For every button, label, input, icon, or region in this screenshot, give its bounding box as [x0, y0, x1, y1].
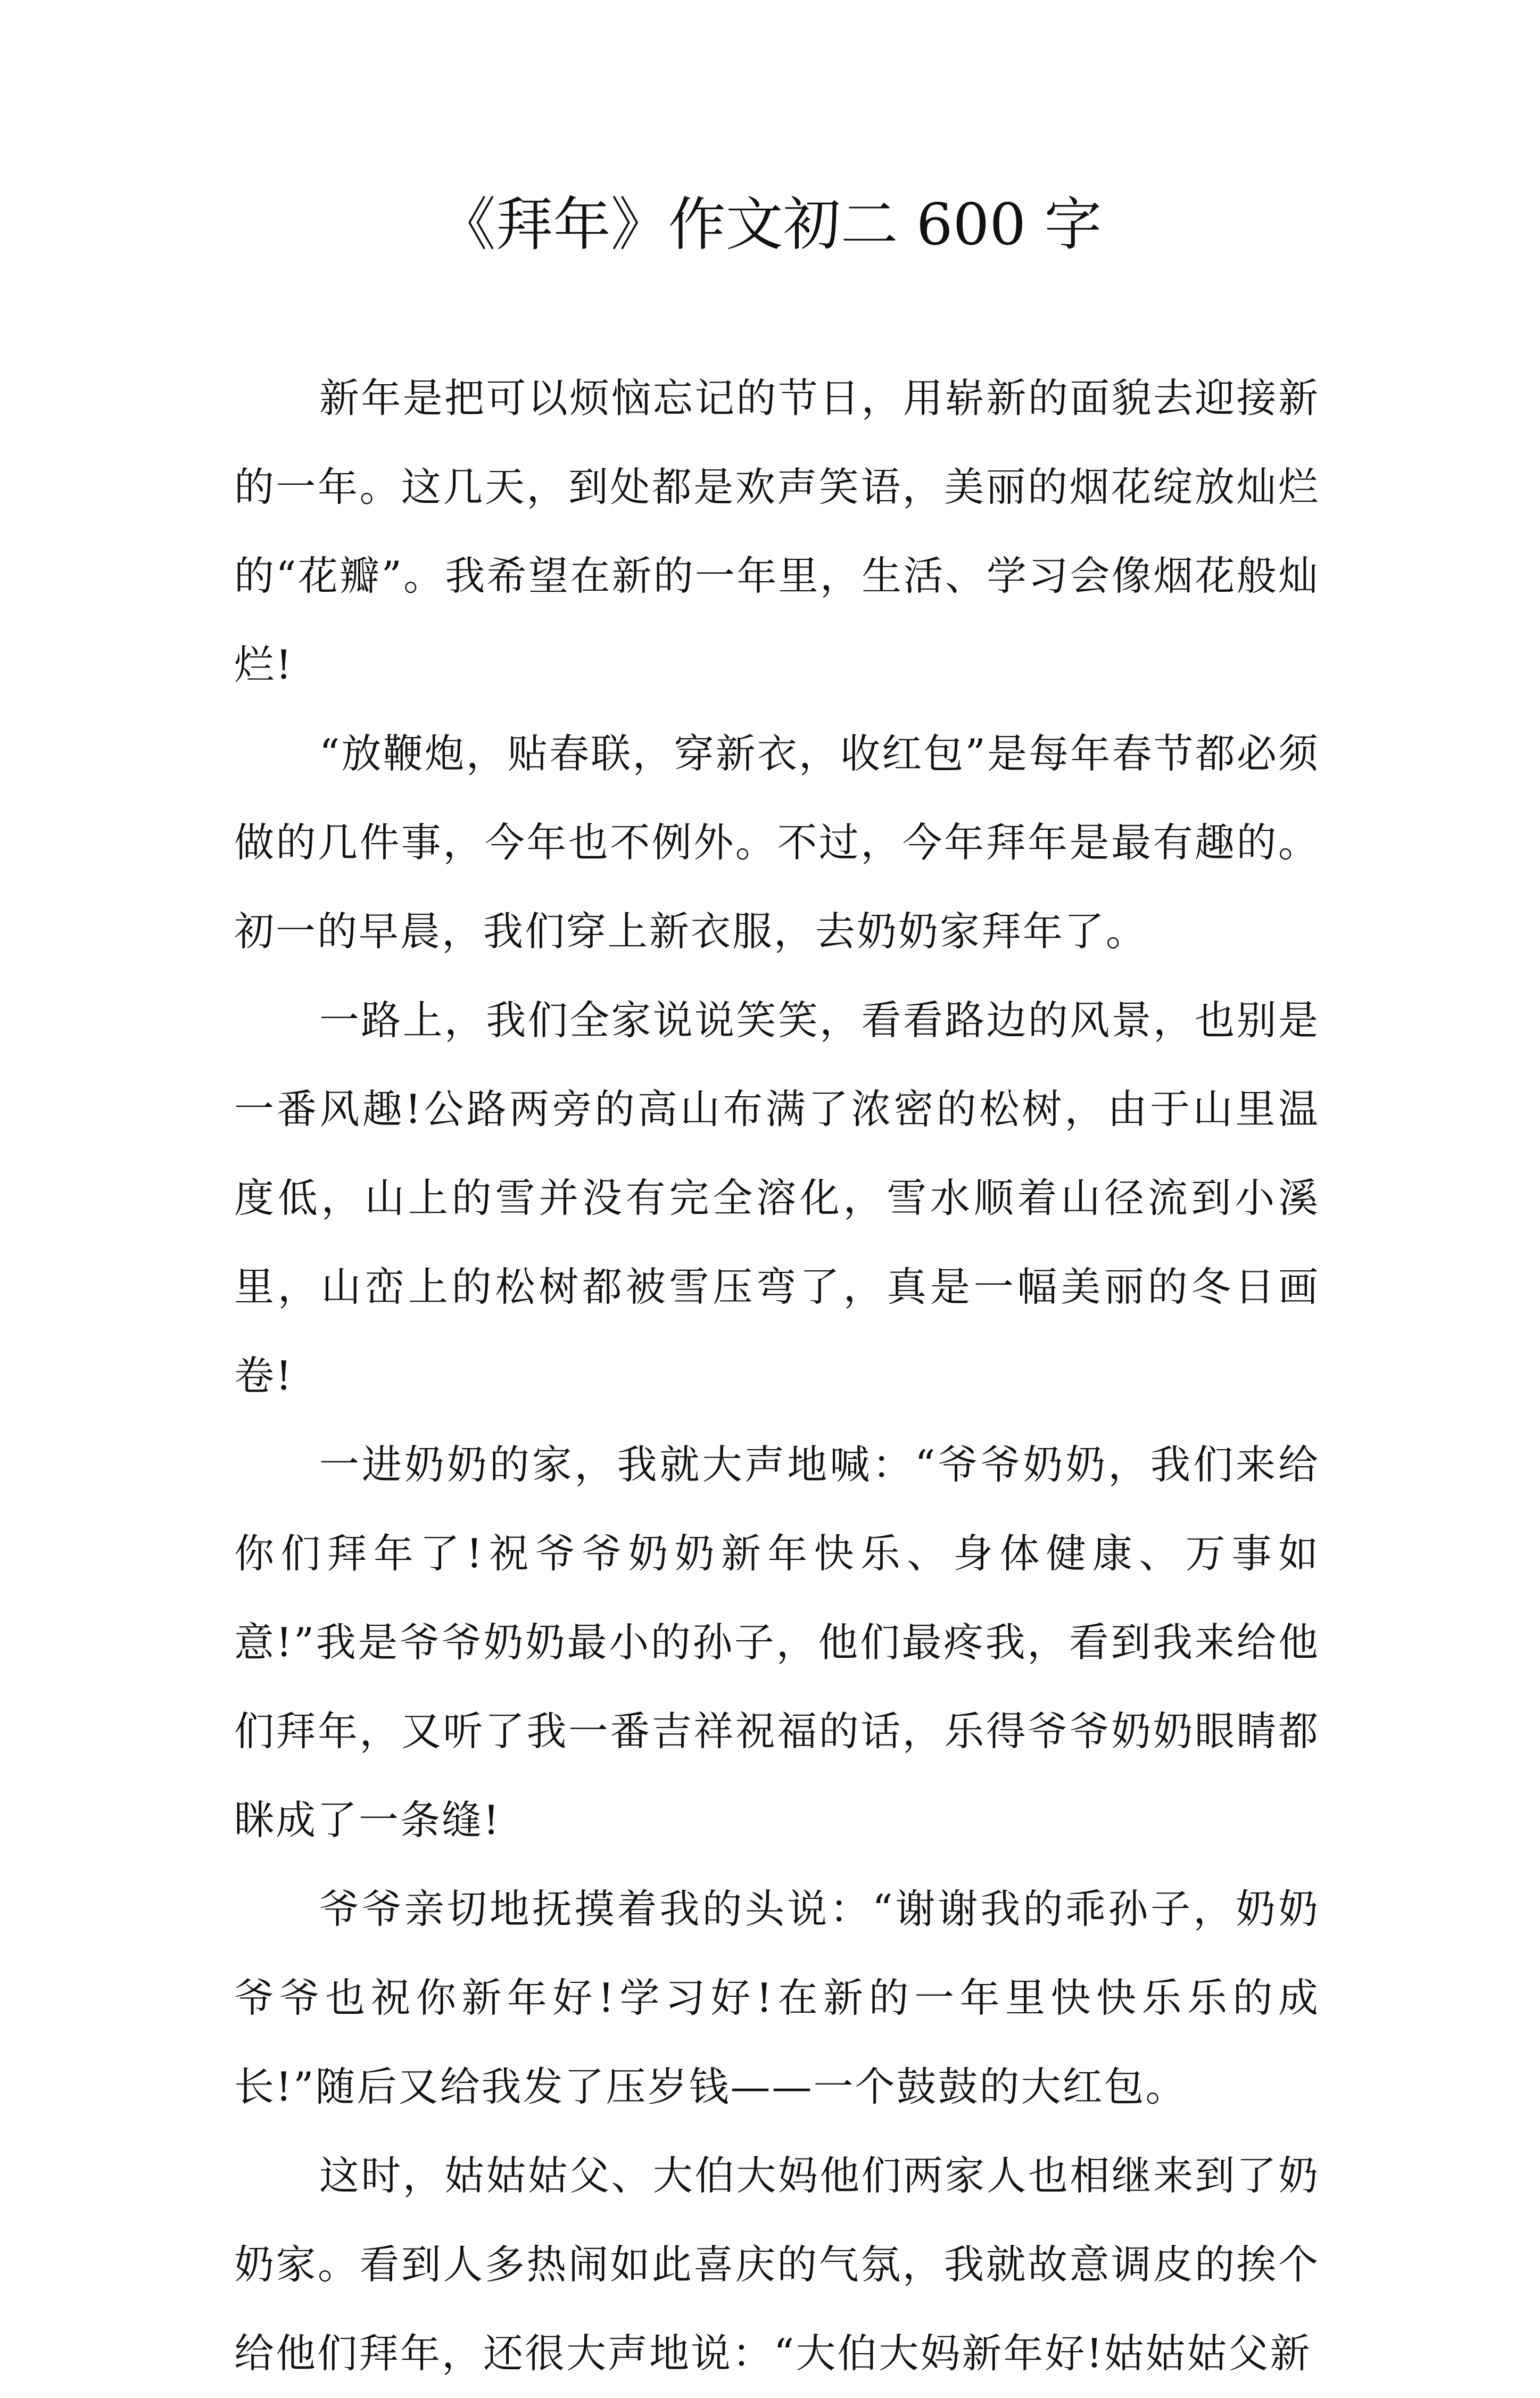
paragraph: 爷爷亲切地抚摸着我的头说：“谢谢我的乖孙子，奶奶爷爷也祝你新年好!学习好!在新的一年里快快乐乐的成长!”随后又给我发了压岁钱——一个鼓鼓的大红包。 — [234, 1886, 1320, 2110]
paragraph: 一路上，我们全家说说笑笑，看看路边的风景，也别是一番风趣!公路两旁的高山布满了浓密的松树，由于山里温度低，山上的雪并没有完全溶化，雪水顺着山径流到小溪里，山峦上的松树都被雪压弯了，真是一幅美丽的冬日画卷! — [234, 997, 1320, 1399]
document-title: 《拜年》作文初二 600 字 — [438, 192, 1102, 258]
paragraph: 这时，姑姑姑父、大伯大妈他们两家人也相继来到了奶奶家。看到人多热闹如此喜庆的气氛，我就故意调皮的挨个给他们拜年，还很大声地说：“大伯大妈新年好!姑姑姑父新 — [234, 2152, 1320, 2377]
essay-body — [234, 354, 1320, 2398]
paragraph: 新年是把可以烦恼忘记的节日，用崭新的面貌去迎接新的一年。这几天，到处都是欢声笑语，美丽的烟花绽放灿烂的“花瓣”。我希望在新的一年里，生活、学习会像烟花般灿烂! — [234, 375, 1320, 688]
paragraph: 一进奶奶的家，我就大声地喊：“爷爷奶奶，我们来给你们拜年了!祝爷爷奶奶新年快乐、身体健康、万事如意!”我是爷爷奶奶最小的孙子，他们最疼我，看到我来给他们拜年，又听了我一番吉祥祝福的话，乐得爷爷奶奶眼睛都眯成了一条缝! — [234, 1441, 1320, 1843]
paragraph: “放鞭炮，贴春联，穿新衣，收红包”是每年春节都必须做的几件事，今年也不例外。不过，今年拜年是最有趣的。初一的早晨，我们穿上新衣服，去奶奶家拜年了。 — [234, 730, 1320, 955]
